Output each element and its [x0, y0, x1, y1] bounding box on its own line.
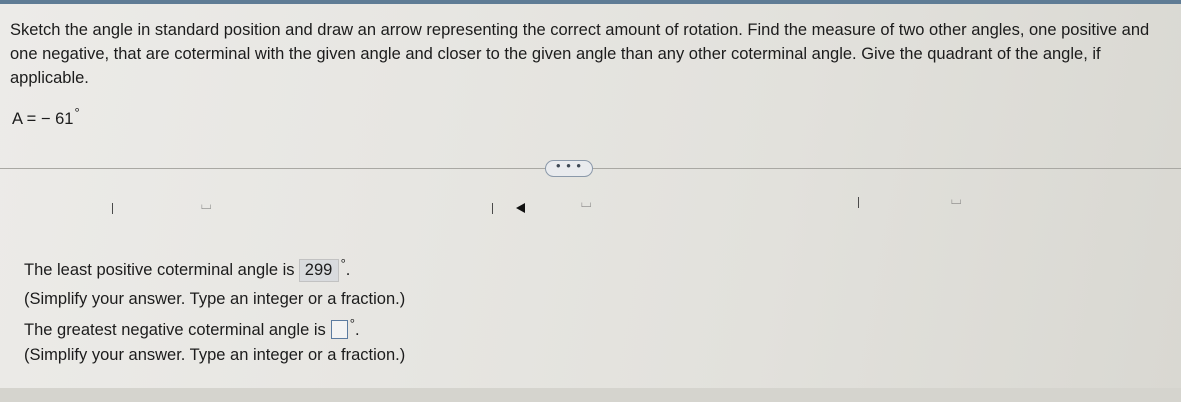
- negative-coterminal-row: [24, 316, 360, 340]
- toolbar-mark-icon: ⌴: [951, 192, 962, 207]
- negative-answer-suffix: .: [354, 321, 360, 339]
- question-text: Sketch the angle in standard position and draw an arrow representing the correct amount of rotation. Find the measure of two other angles, one positive and one negative, that are coterminal with the given angle and closer to the given angle than any other coterminal angle. Give the quadrant of the angle, if applicable.: [10, 21, 1150, 87]
- arrow-cursor-icon: [516, 203, 525, 213]
- tick-mark: [112, 203, 113, 214]
- degree-symbol: °: [340, 256, 346, 271]
- positive-answer-prefix: The least positive coterminal angle is: [24, 261, 295, 279]
- given-angle: [12, 105, 80, 129]
- negative-answer-input[interactable]: [331, 320, 348, 339]
- degree-symbol: °: [349, 316, 355, 331]
- toolbar-mark-icon: ⌴: [581, 195, 592, 210]
- positive-coterminal-row: [24, 256, 351, 282]
- degree-symbol: °: [74, 105, 80, 120]
- top-border: [0, 0, 1181, 4]
- tick-mark: [858, 197, 859, 208]
- show-more-button[interactable]: • • •: [545, 160, 593, 177]
- negative-answer-hint: (Simplify your answer. Type an integer or a fraction.): [24, 346, 406, 364]
- positive-answer-field[interactable]: 299: [299, 259, 339, 282]
- positive-answer-suffix: .: [345, 261, 351, 279]
- positive-answer-hint: (Simplify your answer. Type an integer or a fraction.): [24, 290, 406, 308]
- bottom-strip: [0, 388, 1181, 402]
- tick-mark: [492, 203, 493, 214]
- given-angle-label: A = − 61: [12, 110, 74, 128]
- toolbar-mark-icon: ⌴: [201, 197, 212, 212]
- negative-answer-prefix: The greatest negative coterminal angle is: [24, 321, 326, 339]
